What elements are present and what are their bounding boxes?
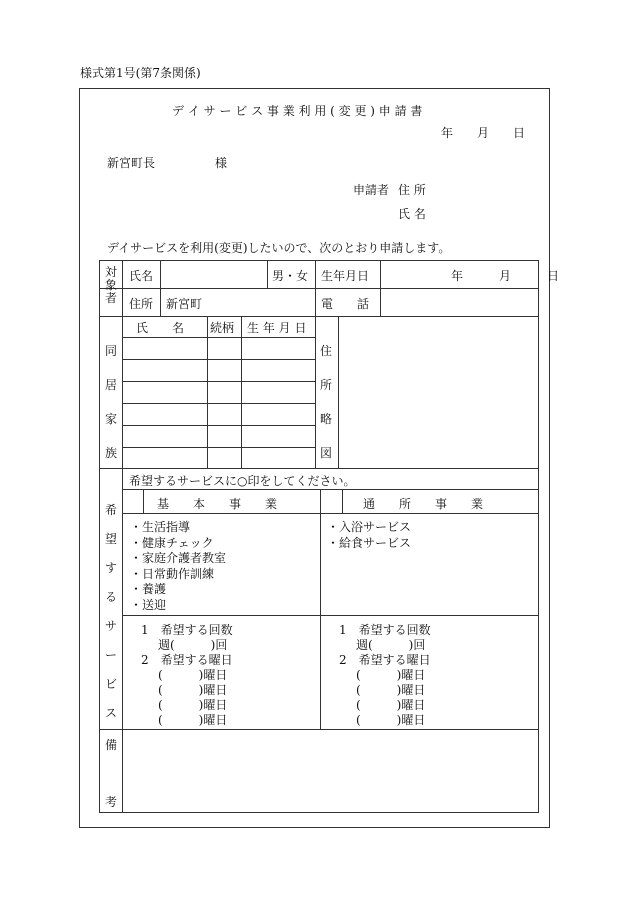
basic-schedule [141, 623, 233, 728]
date-line: 年 月 日 [441, 126, 526, 140]
weekday-line: ( )曜日 [356, 713, 426, 727]
remarks-label-top: 備 [104, 738, 117, 752]
day-schedule [339, 623, 431, 728]
sex-options: 男・女 [272, 269, 309, 283]
list-item: ・健康チェック [130, 535, 214, 550]
frequency-title: 1 希望する回数 [339, 623, 431, 637]
applicant-label: 申請者 [353, 183, 390, 197]
form-title: デ イ サ ー ビ ス 事 業 利 用 ( 変 更 ) 申 請 書 [172, 104, 423, 118]
weekday-line: ( )曜日 [158, 683, 228, 697]
form-reference: 様式第1号(第7条関係) [80, 66, 201, 80]
list-item: ・家庭介護者教室 [130, 551, 227, 565]
phone-label: 電 話 [321, 297, 370, 311]
map-label: 住所略図 [319, 344, 332, 460]
dob-value: 年 月 日 [451, 269, 560, 283]
services-instruction: 希望するサービスに○印をしてください。 [129, 474, 356, 488]
frequency-line: 週( )回 [158, 638, 228, 652]
family-col-relation: 続柄 [210, 321, 235, 335]
weekday-line: ( )曜日 [158, 698, 228, 712]
applicant-name-label: 氏 名 [398, 207, 426, 221]
family-col-name: 氏 名 [136, 321, 185, 335]
list-item: ・養護 [130, 582, 167, 596]
list-item: ・送迎 [130, 597, 167, 612]
list-item: ・入浴サービス [327, 520, 412, 534]
frequency-line: 週( )回 [356, 638, 426, 652]
list-item: ・生活指導 [130, 520, 191, 534]
applicant-address-label: 住 所 [398, 183, 426, 197]
day-services-header: 通 所 事 業 [363, 497, 484, 511]
target-address-label: 住所 [129, 297, 154, 311]
intro-text: デイサービスを利用(変更)したいので、次のとおり申請します。 [107, 241, 451, 255]
weekday-title: 2 希望する曜日 [339, 653, 431, 667]
remarks-label-bottom: 考 [104, 795, 117, 809]
weekday-line: ( )曜日 [356, 668, 426, 682]
weekday-line: ( )曜日 [356, 683, 426, 697]
weekday-title: 2 希望する曜日 [141, 653, 233, 667]
frequency-title: 1 希望する回数 [141, 623, 233, 637]
target-section-label: 対象者 [104, 265, 117, 305]
addressee: 新宮町長 様 [107, 156, 228, 170]
day-services-list [327, 520, 411, 551]
basic-services-header: 基 本 事 業 [157, 497, 278, 511]
weekday-line: ( )曜日 [356, 698, 426, 712]
list-item: ・日常動作訓練 [130, 566, 215, 581]
family-col-dob: 生 年 月 日 [247, 321, 307, 335]
weekday-line: ( )曜日 [158, 713, 228, 727]
target-name-label: 氏名 [129, 269, 154, 283]
services-section-label: 希望するサービス [104, 503, 117, 720]
target-address-value: 新宮町 [166, 297, 203, 311]
family-section-label: 同居家族 [104, 344, 117, 460]
dob-label: 生年月日 [321, 269, 370, 283]
basic-services-list [130, 520, 226, 613]
weekday-line: ( )曜日 [158, 668, 228, 682]
list-item: ・給食サービス [327, 535, 412, 550]
